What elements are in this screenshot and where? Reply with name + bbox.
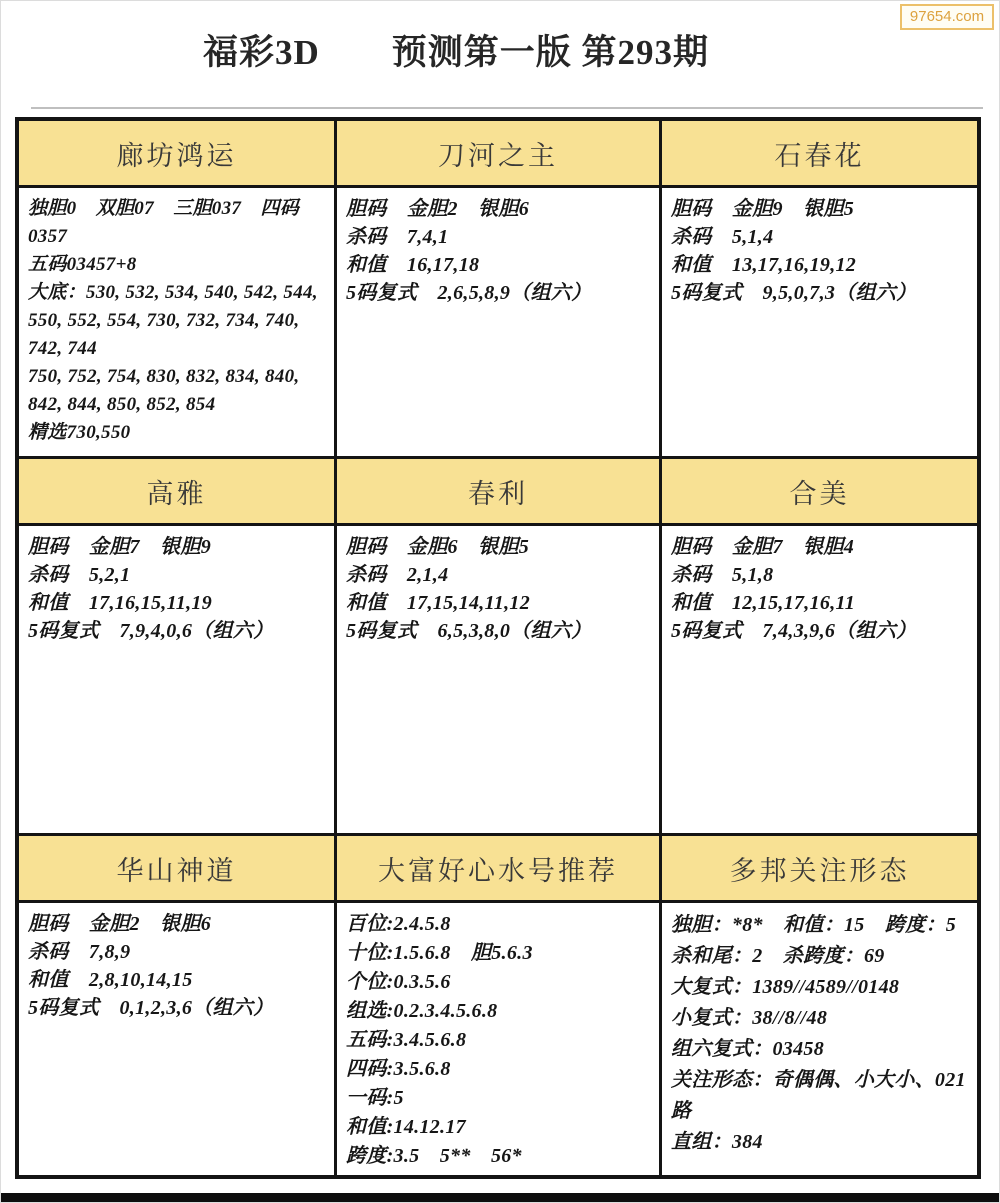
cell-line: 五码03457+8 [28,254,137,275]
cell-line: 和值 17,15,14,11,12 [346,592,530,614]
cell-line: 组六复式：03458 [671,1038,824,1060]
cell-line: 胆码 金胆7 银胆9 [28,536,211,558]
cell-line: 和值 16,17,18 [346,254,480,276]
cell-line: 杀码 2,1,4 [346,564,449,586]
cell-line: 个位:0.3.5.6 [346,971,451,993]
cell-body [662,903,977,1175]
cell-line: 胆码 金胆7 银胆4 [671,536,854,558]
cell-line: 和值 13,17,16,19,12 [671,254,857,276]
prediction-cell [19,836,334,1175]
cell-title: 大富好心水号推荐 [337,836,659,903]
cell-line: 独胆：*8* 和值：15 跨度：5 杀和尾：2 杀跨度：69 [671,914,977,967]
cell-line: 750, 752, 754, 830, 832, 834, 840, 842, 844, 850, 852, 854 [28,366,300,415]
cell-line: 5码复式 2,6,5,8,9（组六） [346,282,592,304]
cell-body [337,903,659,1175]
cell-body [19,903,334,1175]
cell-line: 胆码 金胆2 银胆6 [346,198,529,220]
cell-title: 多邦关注形态 [662,836,977,903]
cell-line: 杀码 5,1,8 [671,564,774,586]
prediction-cell [337,836,659,1175]
cell-line: 精选730,550 [28,422,131,443]
cell-title: 华山神道 [19,836,334,903]
cell-line: 5码复式 7,4,3,9,6（组六） [671,620,917,642]
cell-title: 廊坊鸿运 [19,121,334,188]
cell-line: 杀码 7,8,9 [28,941,131,963]
cell-line: 大底：530, 532, 534, 540, 542, 544, 550, 552, 554, 730, 732, 734, 740, 742, 744 [28,282,318,359]
prediction-cell [19,459,334,833]
cell-title: 刀河之主 [337,121,659,188]
site-watermark-badge: 97654.com [900,4,994,30]
cell-line: 5码复式 6,5,3,8,0（组六） [346,620,592,642]
prediction-board [15,117,981,1179]
cell-line: 和值:14.12.17 [346,1116,466,1138]
prediction-cell [337,121,659,456]
cell-line: 百位:2.4.5.8 [346,913,451,935]
prediction-cell [662,121,977,456]
bottom-bar [1,1193,999,1202]
cell-line: 胆码 金胆2 银胆6 [28,913,211,935]
cell-line: 胆码 金胆9 银胆5 [671,198,854,220]
cell-line: 独胆0 双胆07 三胆037 四码0357 [28,198,300,247]
cell-line: 十位:1.5.6.8 胆5.6.3 [346,942,533,964]
cell-body [662,188,977,456]
cell-line: 和值 17,16,15,11,19 [28,592,212,614]
cell-line: 一码:5 [346,1087,404,1109]
prediction-cell [19,121,334,456]
cell-line: 关注形态：奇偶偶、小大小、021路 [671,1069,966,1122]
cell-line: 小复式：38//8//48 [671,1007,828,1029]
cell-line: 四码:3.5.6.8 [346,1058,451,1080]
cell-line: 5码复式 7,9,4,0,6（组六） [28,620,274,642]
cell-line: 和值 2,8,10,14,15 [28,969,193,991]
cell-title: 高雅 [19,459,334,526]
page-title: 福彩3D 预测第一版 第293期 [202,33,710,72]
title-divider [31,107,983,109]
cell-body [19,188,334,456]
cell-title: 石春花 [662,121,977,188]
prediction-cell [337,459,659,833]
cell-line: 5码复式 9,5,0,7,3（组六） [671,282,917,304]
prediction-cell [662,836,977,1175]
cell-line: 跨度:3.5 5** 56* [346,1145,522,1167]
cell-line: 杀码 5,1,4 [671,226,774,248]
cell-line: 杀码 5,2,1 [28,564,131,586]
cell-line: 和值 12,15,17,16,11 [671,592,855,614]
cell-line: 组选:0.2.3.4.5.6.8 [346,1000,498,1022]
cell-line: 胆码 金胆6 银胆5 [346,536,529,558]
cell-line: 杀码 7,4,1 [346,226,449,248]
cell-body [19,526,334,833]
cell-line: 5码复式 0,1,2,3,6（组六） [28,997,274,1019]
cell-body [662,526,977,833]
cell-body [337,188,659,456]
cell-body [337,526,659,833]
cell-title: 春利 [337,459,659,526]
prediction-cell [662,459,977,833]
cell-line: 直组：384 [671,1131,763,1153]
cell-title: 合美 [662,459,977,526]
cell-line: 五码:3.4.5.6.8 [346,1029,467,1051]
cell-line: 大复式：1389//4589//0148 [671,976,900,998]
